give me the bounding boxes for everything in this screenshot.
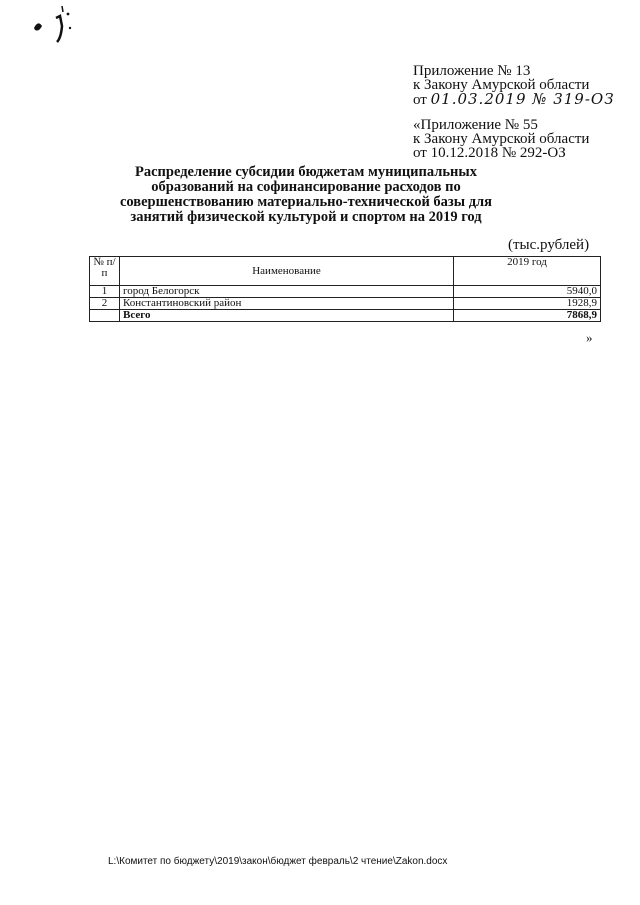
appendix-13-date-prefix: от — [413, 92, 427, 108]
table-header-row — [90, 257, 601, 286]
row-value: 1928,9 — [454, 298, 601, 310]
document-title: Распределение субсидии бюджетам муниципальных образований на софинансирование расходов по совершенствованию материально-технической базы для занятий физической культурой и спортом на 2019 год — [119, 164, 493, 225]
appendix-13-law: к Закону Амурской области — [413, 77, 590, 93]
total-value: 7868,9 — [454, 310, 601, 322]
row-num: 2 — [90, 298, 120, 310]
row-name: город Белогорск — [120, 286, 454, 298]
appendix-55-title: «Приложение № 55 — [413, 117, 538, 133]
total-num — [90, 310, 120, 322]
header-name: Наименование — [120, 257, 454, 286]
handwritten-date-number: 01.03.2019 № 319-ОЗ — [430, 90, 615, 108]
appendix-55-law: к Закону Амурской области — [413, 131, 590, 147]
stray-ink-marks — [30, 6, 90, 46]
table-row — [90, 286, 601, 298]
subsidy-table — [89, 256, 601, 322]
appendix-13-title: Приложение № 13 — [413, 63, 531, 79]
appendix-13-block — [413, 64, 613, 107]
appendix-55-date: от 10.12.2018 № 292-ОЗ — [413, 145, 566, 161]
row-value: 5940,0 — [454, 286, 601, 298]
total-name: Всего — [120, 310, 454, 322]
header-num: № п/п — [90, 257, 120, 286]
header-value: 2019 год — [454, 257, 601, 286]
table-row — [90, 298, 601, 310]
row-num: 1 — [90, 286, 120, 298]
closing-quote: » — [586, 330, 593, 345]
units-label: (тыс.рублей) — [508, 237, 590, 253]
row-name: Константиновский район — [120, 298, 454, 310]
file-path-footer: L:\Комитет по бюджету\2019\закон\бюджет февраль\2 чтение\Zakon.docx — [108, 856, 448, 867]
appendix-13-date — [413, 92, 613, 107]
table-total-row — [90, 310, 601, 322]
appendix-55-block — [413, 118, 613, 160]
